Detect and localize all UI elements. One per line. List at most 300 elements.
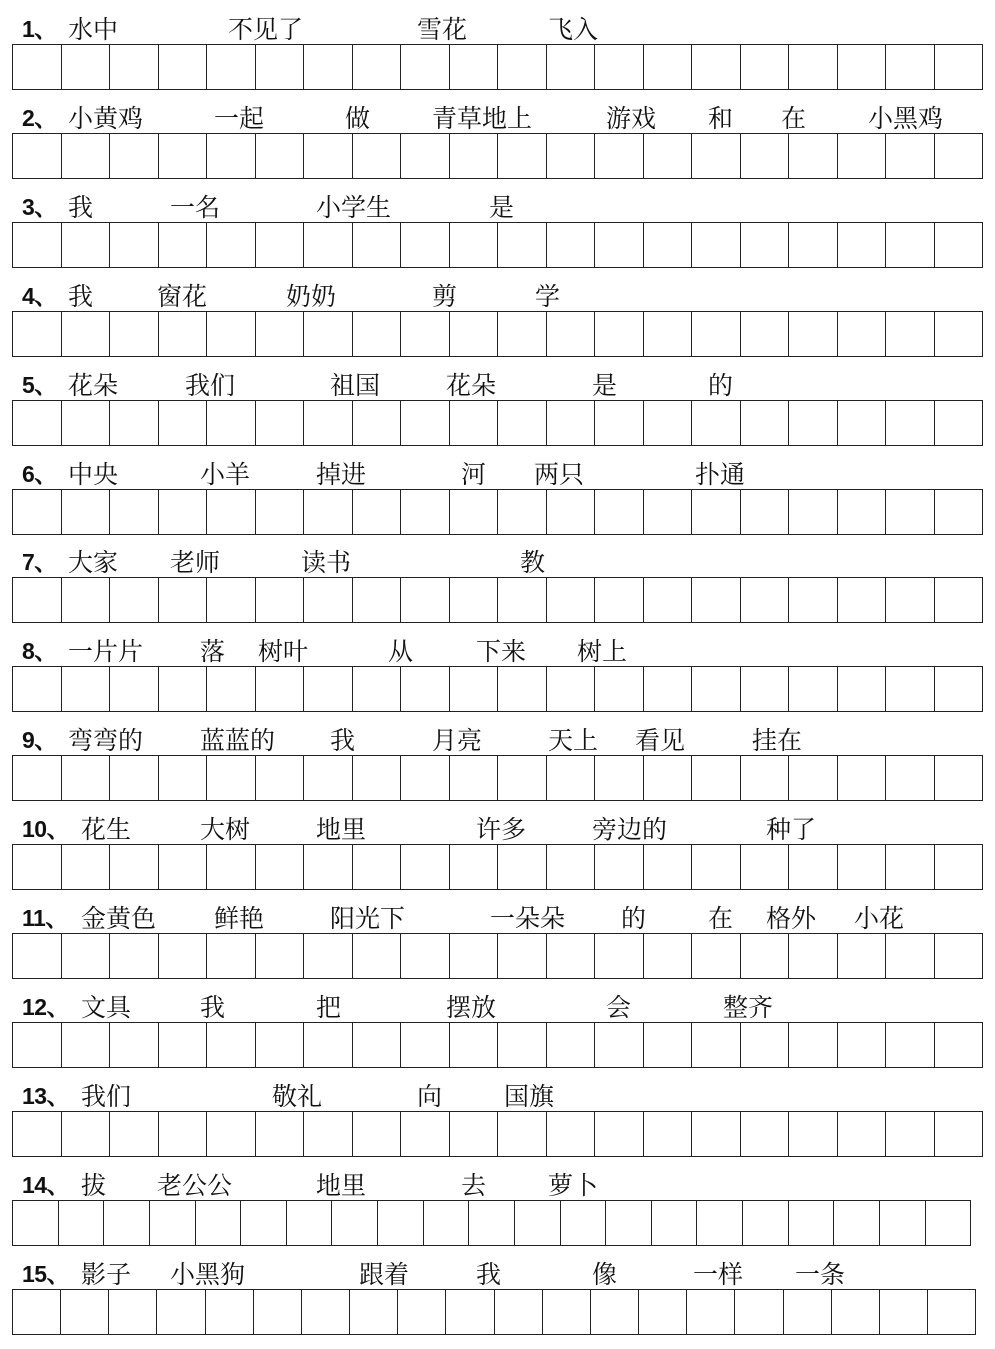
- writing-box[interactable]: [692, 401, 741, 445]
- writing-box[interactable]: [450, 312, 499, 356]
- writing-box[interactable]: [401, 845, 450, 889]
- writing-box[interactable]: [886, 134, 935, 178]
- writing-box[interactable]: [13, 312, 62, 356]
- writing-box[interactable]: [304, 401, 353, 445]
- writing-box[interactable]: [304, 312, 353, 356]
- writing-box[interactable]: [256, 223, 305, 267]
- writing-box[interactable]: [304, 134, 353, 178]
- writing-box[interactable]: [595, 401, 644, 445]
- writing-box[interactable]: [256, 1112, 305, 1156]
- writing-box[interactable]: [150, 1201, 196, 1245]
- writing-box[interactable]: [789, 1112, 838, 1156]
- writing-box[interactable]: [13, 934, 62, 978]
- writing-box[interactable]: [13, 578, 62, 622]
- writing-box[interactable]: [110, 934, 159, 978]
- writing-box[interactable]: [935, 490, 983, 534]
- writing-box[interactable]: [13, 134, 62, 178]
- writing-box[interactable]: [62, 934, 111, 978]
- writing-box[interactable]: [935, 756, 983, 800]
- writing-box[interactable]: [159, 578, 208, 622]
- writing-box[interactable]: [935, 134, 983, 178]
- writing-box[interactable]: [789, 845, 838, 889]
- writing-box[interactable]: [743, 1201, 789, 1245]
- writing-box[interactable]: [62, 312, 111, 356]
- writing-box[interactable]: [159, 1023, 208, 1067]
- writing-box[interactable]: [652, 1201, 698, 1245]
- writing-box[interactable]: [353, 578, 402, 622]
- writing-box[interactable]: [595, 756, 644, 800]
- writing-box[interactable]: [692, 934, 741, 978]
- writing-box[interactable]: [13, 45, 62, 89]
- writing-box[interactable]: [401, 1112, 450, 1156]
- writing-box[interactable]: [159, 312, 208, 356]
- writing-box[interactable]: [741, 490, 790, 534]
- writing-box[interactable]: [832, 1290, 880, 1334]
- writing-box[interactable]: [547, 845, 596, 889]
- writing-box[interactable]: [595, 1023, 644, 1067]
- writing-box[interactable]: [241, 1201, 287, 1245]
- writing-box[interactable]: [62, 845, 111, 889]
- writing-box[interactable]: [159, 1112, 208, 1156]
- writing-box[interactable]: [13, 1201, 59, 1245]
- writing-box[interactable]: [350, 1290, 398, 1334]
- writing-box[interactable]: [935, 578, 983, 622]
- writing-box[interactable]: [207, 312, 256, 356]
- writing-box[interactable]: [62, 1023, 111, 1067]
- writing-box[interactable]: [353, 490, 402, 534]
- writing-box[interactable]: [304, 578, 353, 622]
- writing-box[interactable]: [206, 1290, 254, 1334]
- writing-box[interactable]: [644, 223, 693, 267]
- writing-box[interactable]: [886, 45, 935, 89]
- writing-box[interactable]: [838, 223, 887, 267]
- writing-box[interactable]: [13, 845, 62, 889]
- writing-box[interactable]: [886, 1112, 935, 1156]
- writing-box[interactable]: [304, 667, 353, 711]
- writing-box[interactable]: [789, 312, 838, 356]
- writing-box[interactable]: [644, 1112, 693, 1156]
- writing-box[interactable]: [207, 667, 256, 711]
- writing-box[interactable]: [561, 1201, 607, 1245]
- writing-box[interactable]: [543, 1290, 591, 1334]
- writing-box[interactable]: [595, 667, 644, 711]
- writing-box[interactable]: [256, 667, 305, 711]
- writing-box[interactable]: [498, 1023, 547, 1067]
- writing-box[interactable]: [697, 1201, 743, 1245]
- writing-box[interactable]: [886, 845, 935, 889]
- writing-box[interactable]: [353, 845, 402, 889]
- writing-box[interactable]: [304, 1023, 353, 1067]
- writing-box[interactable]: [692, 1112, 741, 1156]
- writing-box[interactable]: [498, 45, 547, 89]
- writing-box[interactable]: [450, 756, 499, 800]
- writing-box[interactable]: [789, 223, 838, 267]
- writing-box[interactable]: [304, 490, 353, 534]
- writing-box[interactable]: [401, 934, 450, 978]
- writing-box[interactable]: [644, 756, 693, 800]
- writing-box[interactable]: [834, 1201, 880, 1245]
- writing-box[interactable]: [741, 223, 790, 267]
- writing-box[interactable]: [741, 756, 790, 800]
- writing-box[interactable]: [789, 578, 838, 622]
- writing-box[interactable]: [401, 667, 450, 711]
- writing-box[interactable]: [886, 667, 935, 711]
- writing-box[interactable]: [595, 134, 644, 178]
- writing-box[interactable]: [789, 667, 838, 711]
- writing-box[interactable]: [741, 667, 790, 711]
- writing-box[interactable]: [741, 845, 790, 889]
- writing-box[interactable]: [59, 1201, 105, 1245]
- writing-box[interactable]: [304, 845, 353, 889]
- writing-box[interactable]: [256, 756, 305, 800]
- writing-box[interactable]: [547, 934, 596, 978]
- writing-box[interactable]: [498, 667, 547, 711]
- writing-box[interactable]: [838, 1112, 887, 1156]
- writing-box[interactable]: [353, 1112, 402, 1156]
- writing-box[interactable]: [304, 45, 353, 89]
- writing-box[interactable]: [401, 45, 450, 89]
- writing-box[interactable]: [495, 1290, 543, 1334]
- writing-box[interactable]: [735, 1290, 783, 1334]
- writing-box[interactable]: [926, 1201, 971, 1245]
- writing-box[interactable]: [789, 1201, 835, 1245]
- writing-box[interactable]: [401, 756, 450, 800]
- writing-box[interactable]: [304, 1112, 353, 1156]
- writing-box[interactable]: [110, 756, 159, 800]
- writing-box[interactable]: [304, 223, 353, 267]
- writing-box[interactable]: [838, 401, 887, 445]
- writing-box[interactable]: [287, 1201, 333, 1245]
- writing-box[interactable]: [692, 45, 741, 89]
- writing-box[interactable]: [644, 667, 693, 711]
- writing-box[interactable]: [159, 756, 208, 800]
- writing-box[interactable]: [547, 578, 596, 622]
- writing-box[interactable]: [498, 223, 547, 267]
- writing-box[interactable]: [595, 845, 644, 889]
- writing-box[interactable]: [886, 1023, 935, 1067]
- writing-box[interactable]: [62, 490, 111, 534]
- writing-box[interactable]: [159, 667, 208, 711]
- writing-box[interactable]: [644, 934, 693, 978]
- writing-box[interactable]: [692, 667, 741, 711]
- writing-box[interactable]: [644, 312, 693, 356]
- writing-box[interactable]: [256, 134, 305, 178]
- writing-box[interactable]: [450, 845, 499, 889]
- writing-box[interactable]: [935, 667, 983, 711]
- writing-box[interactable]: [498, 1112, 547, 1156]
- writing-box[interactable]: [595, 223, 644, 267]
- writing-box[interactable]: [110, 223, 159, 267]
- writing-box[interactable]: [498, 312, 547, 356]
- writing-box[interactable]: [450, 1112, 499, 1156]
- writing-box[interactable]: [935, 1023, 983, 1067]
- writing-box[interactable]: [595, 1112, 644, 1156]
- writing-box[interactable]: [595, 934, 644, 978]
- writing-box[interactable]: [595, 578, 644, 622]
- writing-box[interactable]: [62, 756, 111, 800]
- writing-box[interactable]: [353, 312, 402, 356]
- writing-box[interactable]: [207, 45, 256, 89]
- writing-box[interactable]: [741, 45, 790, 89]
- writing-box[interactable]: [159, 934, 208, 978]
- writing-box[interactable]: [378, 1201, 424, 1245]
- writing-box[interactable]: [13, 490, 62, 534]
- writing-box[interactable]: [606, 1201, 652, 1245]
- writing-box[interactable]: [789, 134, 838, 178]
- writing-box[interactable]: [13, 1112, 62, 1156]
- writing-box[interactable]: [196, 1201, 242, 1245]
- writing-box[interactable]: [692, 134, 741, 178]
- writing-box[interactable]: [256, 490, 305, 534]
- writing-box[interactable]: [692, 490, 741, 534]
- writing-box[interactable]: [741, 134, 790, 178]
- writing-box[interactable]: [498, 845, 547, 889]
- writing-box[interactable]: [886, 578, 935, 622]
- writing-box[interactable]: [450, 401, 499, 445]
- writing-box[interactable]: [547, 312, 596, 356]
- writing-box[interactable]: [789, 934, 838, 978]
- writing-box[interactable]: [62, 1112, 111, 1156]
- writing-box[interactable]: [353, 134, 402, 178]
- writing-box[interactable]: [547, 45, 596, 89]
- writing-box[interactable]: [741, 934, 790, 978]
- writing-box[interactable]: [644, 134, 693, 178]
- writing-box[interactable]: [595, 312, 644, 356]
- writing-box[interactable]: [254, 1290, 302, 1334]
- writing-box[interactable]: [692, 1023, 741, 1067]
- writing-box[interactable]: [692, 312, 741, 356]
- writing-box[interactable]: [159, 134, 208, 178]
- writing-box[interactable]: [450, 45, 499, 89]
- writing-box[interactable]: [547, 756, 596, 800]
- writing-box[interactable]: [886, 312, 935, 356]
- writing-box[interactable]: [110, 667, 159, 711]
- writing-box[interactable]: [644, 578, 693, 622]
- writing-box[interactable]: [498, 578, 547, 622]
- writing-box[interactable]: [207, 223, 256, 267]
- writing-box[interactable]: [469, 1201, 515, 1245]
- writing-box[interactable]: [256, 578, 305, 622]
- writing-box[interactable]: [498, 134, 547, 178]
- writing-box[interactable]: [838, 45, 887, 89]
- writing-box[interactable]: [450, 223, 499, 267]
- writing-box[interactable]: [450, 578, 499, 622]
- writing-box[interactable]: [353, 223, 402, 267]
- writing-box[interactable]: [886, 490, 935, 534]
- writing-box[interactable]: [687, 1290, 735, 1334]
- writing-box[interactable]: [159, 490, 208, 534]
- writing-box[interactable]: [353, 756, 402, 800]
- writing-box[interactable]: [207, 1112, 256, 1156]
- writing-box[interactable]: [110, 1112, 159, 1156]
- writing-box[interactable]: [110, 134, 159, 178]
- writing-box[interactable]: [450, 134, 499, 178]
- writing-box[interactable]: [302, 1290, 350, 1334]
- writing-box[interactable]: [789, 756, 838, 800]
- writing-box[interactable]: [547, 1023, 596, 1067]
- writing-box[interactable]: [928, 1290, 975, 1334]
- writing-box[interactable]: [838, 490, 887, 534]
- writing-box[interactable]: [644, 1023, 693, 1067]
- writing-box[interactable]: [838, 845, 887, 889]
- writing-box[interactable]: [547, 1112, 596, 1156]
- writing-box[interactable]: [935, 401, 983, 445]
- writing-box[interactable]: [207, 134, 256, 178]
- writing-box[interactable]: [935, 934, 983, 978]
- writing-box[interactable]: [450, 667, 499, 711]
- writing-box[interactable]: [450, 934, 499, 978]
- writing-box[interactable]: [784, 1290, 832, 1334]
- writing-box[interactable]: [880, 1201, 926, 1245]
- writing-box[interactable]: [110, 845, 159, 889]
- writing-box[interactable]: [62, 223, 111, 267]
- writing-box[interactable]: [741, 578, 790, 622]
- writing-box[interactable]: [838, 756, 887, 800]
- writing-box[interactable]: [207, 756, 256, 800]
- writing-box[interactable]: [644, 845, 693, 889]
- writing-box[interactable]: [353, 401, 402, 445]
- writing-box[interactable]: [401, 134, 450, 178]
- writing-box[interactable]: [304, 934, 353, 978]
- writing-box[interactable]: [692, 223, 741, 267]
- writing-box[interactable]: [498, 756, 547, 800]
- writing-box[interactable]: [110, 312, 159, 356]
- writing-box[interactable]: [789, 45, 838, 89]
- writing-box[interactable]: [741, 401, 790, 445]
- writing-box[interactable]: [207, 578, 256, 622]
- writing-box[interactable]: [789, 1023, 838, 1067]
- writing-box[interactable]: [304, 756, 353, 800]
- writing-box[interactable]: [13, 756, 62, 800]
- writing-box[interactable]: [159, 45, 208, 89]
- writing-box[interactable]: [547, 223, 596, 267]
- writing-box[interactable]: [498, 401, 547, 445]
- writing-box[interactable]: [401, 490, 450, 534]
- writing-box[interactable]: [401, 312, 450, 356]
- writing-box[interactable]: [110, 578, 159, 622]
- writing-box[interactable]: [838, 667, 887, 711]
- writing-box[interactable]: [644, 45, 693, 89]
- writing-box[interactable]: [110, 1023, 159, 1067]
- writing-box[interactable]: [644, 401, 693, 445]
- writing-box[interactable]: [692, 845, 741, 889]
- writing-box[interactable]: [547, 134, 596, 178]
- writing-box[interactable]: [401, 223, 450, 267]
- writing-box[interactable]: [398, 1290, 446, 1334]
- writing-box[interactable]: [886, 223, 935, 267]
- writing-box[interactable]: [886, 756, 935, 800]
- writing-box[interactable]: [886, 934, 935, 978]
- writing-box[interactable]: [159, 223, 208, 267]
- writing-box[interactable]: [256, 934, 305, 978]
- writing-box[interactable]: [207, 401, 256, 445]
- writing-box[interactable]: [62, 401, 111, 445]
- writing-box[interactable]: [446, 1290, 494, 1334]
- writing-box[interactable]: [880, 1290, 928, 1334]
- writing-box[interactable]: [256, 1023, 305, 1067]
- writing-box[interactable]: [547, 490, 596, 534]
- writing-box[interactable]: [110, 45, 159, 89]
- writing-box[interactable]: [13, 401, 62, 445]
- writing-box[interactable]: [498, 934, 547, 978]
- writing-box[interactable]: [595, 45, 644, 89]
- writing-box[interactable]: [353, 45, 402, 89]
- writing-box[interactable]: [332, 1201, 378, 1245]
- writing-box[interactable]: [838, 934, 887, 978]
- writing-box[interactable]: [62, 45, 111, 89]
- writing-box[interactable]: [644, 490, 693, 534]
- writing-box[interactable]: [401, 401, 450, 445]
- writing-box[interactable]: [935, 45, 983, 89]
- writing-box[interactable]: [692, 756, 741, 800]
- writing-box[interactable]: [256, 845, 305, 889]
- writing-box[interactable]: [515, 1201, 561, 1245]
- writing-box[interactable]: [450, 1023, 499, 1067]
- writing-box[interactable]: [935, 845, 983, 889]
- writing-box[interactable]: [692, 578, 741, 622]
- writing-box[interactable]: [62, 667, 111, 711]
- writing-box[interactable]: [159, 845, 208, 889]
- writing-box[interactable]: [935, 223, 983, 267]
- writing-box[interactable]: [110, 401, 159, 445]
- writing-box[interactable]: [838, 134, 887, 178]
- writing-box[interactable]: [838, 312, 887, 356]
- writing-box[interactable]: [207, 490, 256, 534]
- writing-box[interactable]: [61, 1290, 109, 1334]
- writing-box[interactable]: [353, 934, 402, 978]
- writing-box[interactable]: [547, 401, 596, 445]
- writing-box[interactable]: [591, 1290, 639, 1334]
- writing-box[interactable]: [886, 401, 935, 445]
- writing-box[interactable]: [935, 312, 983, 356]
- writing-box[interactable]: [353, 1023, 402, 1067]
- writing-box[interactable]: [498, 490, 547, 534]
- writing-box[interactable]: [935, 1112, 983, 1156]
- writing-box[interactable]: [13, 223, 62, 267]
- writing-box[interactable]: [256, 312, 305, 356]
- writing-box[interactable]: [838, 1023, 887, 1067]
- writing-box[interactable]: [595, 490, 644, 534]
- writing-box[interactable]: [639, 1290, 687, 1334]
- writing-box[interactable]: [13, 1023, 62, 1067]
- writing-box[interactable]: [62, 578, 111, 622]
- writing-box[interactable]: [157, 1290, 205, 1334]
- writing-box[interactable]: [401, 578, 450, 622]
- writing-box[interactable]: [401, 1023, 450, 1067]
- writing-box[interactable]: [741, 1023, 790, 1067]
- writing-box[interactable]: [256, 45, 305, 89]
- writing-box[interactable]: [110, 490, 159, 534]
- writing-box[interactable]: [547, 667, 596, 711]
- writing-box[interactable]: [450, 490, 499, 534]
- writing-box[interactable]: [62, 134, 111, 178]
- writing-box[interactable]: [207, 934, 256, 978]
- writing-box[interactable]: [838, 578, 887, 622]
- writing-box[interactable]: [353, 667, 402, 711]
- writing-box[interactable]: [104, 1201, 150, 1245]
- writing-box[interactable]: [159, 401, 208, 445]
- writing-box[interactable]: [424, 1201, 470, 1245]
- writing-box[interactable]: [109, 1290, 157, 1334]
- writing-box[interactable]: [13, 1290, 61, 1334]
- writing-box[interactable]: [207, 1023, 256, 1067]
- writing-box[interactable]: [741, 1112, 790, 1156]
- writing-box[interactable]: [13, 667, 62, 711]
- writing-box[interactable]: [256, 401, 305, 445]
- writing-box[interactable]: [789, 401, 838, 445]
- writing-box[interactable]: [741, 312, 790, 356]
- writing-box[interactable]: [789, 490, 838, 534]
